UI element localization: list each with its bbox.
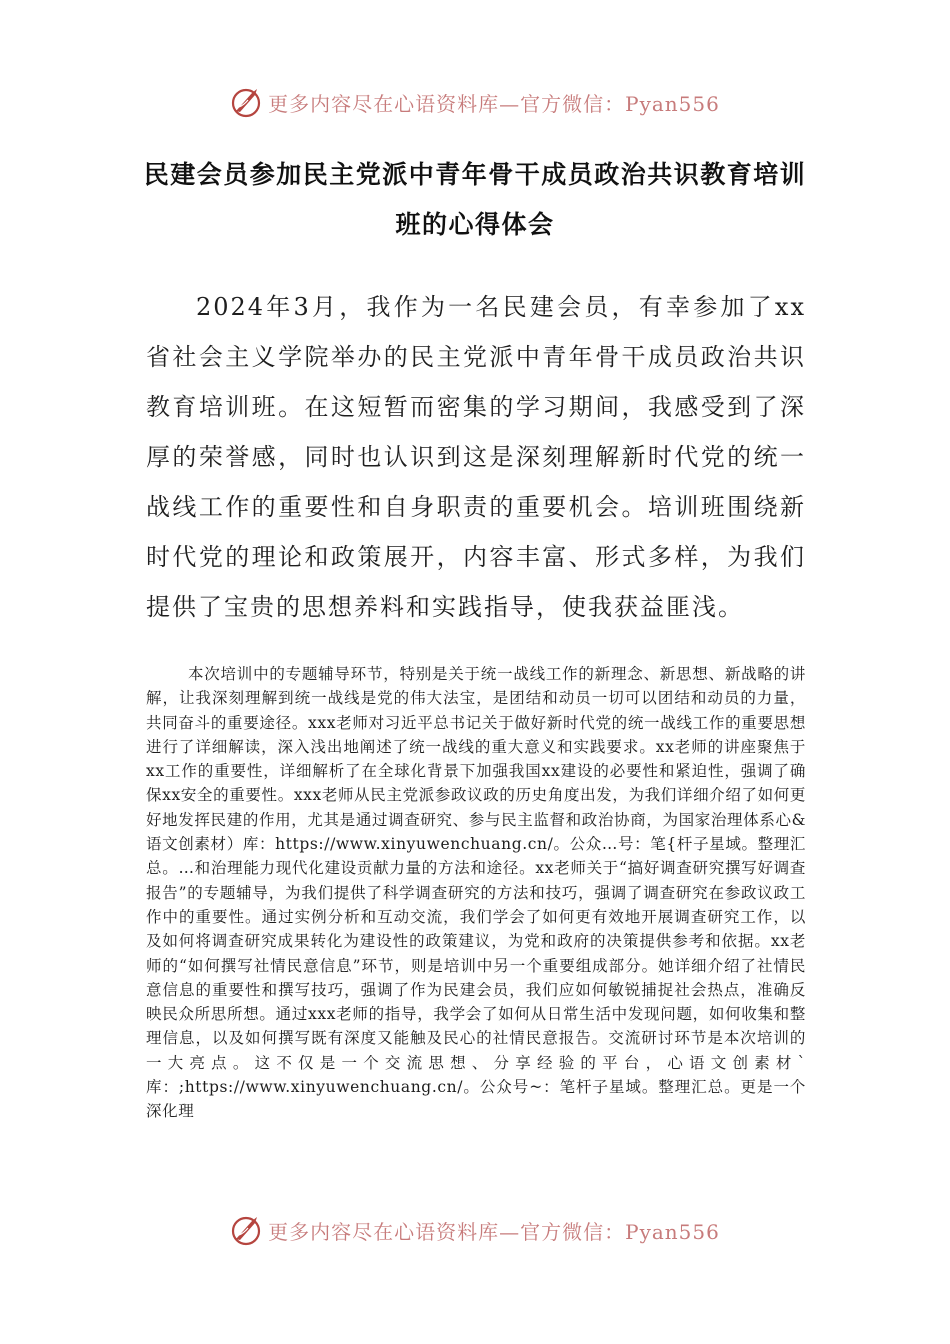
quill-logo-icon <box>230 85 264 119</box>
quill-logo-icon <box>230 1213 264 1247</box>
title-line-2: 班的心得体会 <box>395 210 555 239</box>
document-title <box>120 150 830 250</box>
body-paragraph: 本次培训中的专题辅导环节，特别是关于统一战线工作的新理念、新思想、新战略的讲解，让我深刻理解到统一战线是党的伟大法宝，是团结和动员一切可以团结和动员的力量，共同奋斗的重要途径。xxx老师对习近平总书记关于做好新时代党的统一战线工作的重要思想进行了详细解读，深入浅出地阐述了统一战线的重大意义和实践要求。xx老师的讲座聚焦于xx工作的重要性，详细解析了在全球化背景下加强我国xx建设的必要性和紧迫性，强调了确保xx安全的重要性。xxx老师从民主党派参政议政的历史角度出发，为我们详细介绍了如何更好地发挥民建的作用，尤其是通过调查研究、参与民主监督和政治协商，为国家治理体系心&语文创素材）库：https://www.xinyuwenchuang.cn/。公众…号：笔{杆子星域。整理汇总。…和治理能力现代化建设贡献力量的方法和途径。xx老师关于“搞好调查研究撰写好调查报告”的专题辅导，为我们提供了科学调查研究的方法和技巧，强调了调查研究在参政议政工作中的重要性。通过实例分析和互动交流，我们学会了如何更有效地开展调查研究工作，以及如何将调查研究成果转化为建设性的政策建议，为党和政府的决策提供参考和依据。xx老师的“如何撰写社情民意信息”环节，则是培训中另一个重要组成部分。她详细介绍了社情民意信息的重要性和撰写技巧，强调了作为民建会员，我们应如何敏锐捕捉社会热点，准确反映民众所思所想。通过xxx老师的指导，我学会了如何从日常生活中发现问题，如何收集和整理信息，以及如何撰写既有深度又能触及民心的社情民意报告。交流研讨环节是本次培训的一大亮点。这不仅是一个交流思想、分享经验的平台，心语文创素材`库：;https://www.xinyuwenchuang.cn/。公众号~：笔杆子星域。整理汇总。更是一个深化理 <box>146 665 806 1121</box>
intro-paragraph: 2024年3月，我作为一名民建会员，有幸参加了xx省社会主义学院举办的民主党派中青年骨干成员政治共识教育培训班。在这短暂而密集的学习期间，我感受到了深厚的荣誉感，同时也认识到这是深刻理解新时代党的统一战线工作的重要性和自身职责的重要机会。培训班围绕新时代党的理论和政策展开，内容丰富、形式多样，为我们提供了宝贵的思想养料和实践指导，使我获益匪浅。 <box>146 293 806 621</box>
title-line-1: 民建会员参加民主党派中青年骨干成员政治共识教育培训 <box>143 160 807 189</box>
banner-text: 更多内容尽在心语资料库—官方微信：Pyan556 <box>268 1219 720 1244</box>
footer-banner <box>0 1210 950 1250</box>
header-banner <box>0 82 950 122</box>
banner-text: 更多内容尽在心语资料库—官方微信：Pyan556 <box>268 91 720 116</box>
